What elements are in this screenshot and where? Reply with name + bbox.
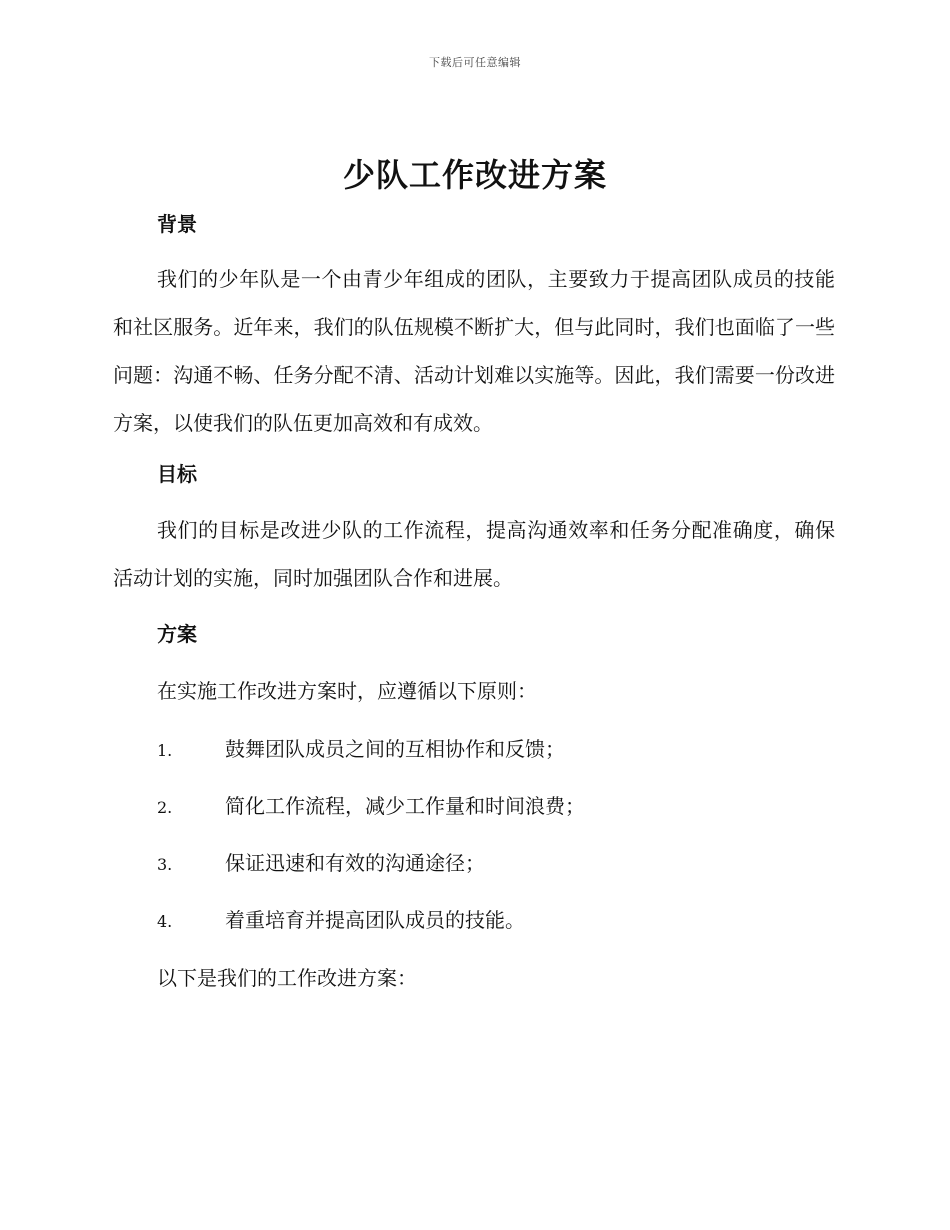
list-item-text: 保证迅速和有效的沟通途径；: [225, 851, 485, 875]
section-heading-background: 背景: [157, 212, 197, 236]
list-item: [157, 733, 837, 762]
list-item-number: 4.: [157, 912, 173, 931]
list-item: [157, 904, 837, 933]
list-item-text: 鼓舞团队成员之间的互相协作和反馈；: [225, 737, 565, 761]
document-title: 少队工作改进方案: [342, 156, 607, 194]
page-header-note: 下载后可任意编辑: [429, 56, 521, 69]
list-item-number: 2.: [157, 798, 173, 817]
list-item-number: 3.: [157, 855, 173, 874]
list-item-text: 着重培育并提高团队成员的技能。: [225, 908, 525, 932]
list-item-text: 简化工作流程，减少工作量和时间浪费；: [225, 794, 585, 818]
background-paragraph: 我们的少年队是一个由青少年组成的团队，主要致力于提高团队成员的技能和社区服务。近年来，我们的队伍规模不断扩大，但与此同时，我们也面临了一些问题：沟通不畅、任务分配不清、活动计划难以实施等。因此，我们需要一份改进方案，以使我们的队伍更加高效和有成效。: [113, 267, 835, 435]
section-heading-plan: 方案: [157, 622, 197, 646]
list-item: [157, 847, 837, 876]
list-item-number: 1.: [157, 741, 173, 760]
section-heading-goal: 目标: [157, 462, 197, 486]
list-item: [157, 790, 837, 819]
plan-outro: 以下是我们的工作改进方案：: [157, 966, 417, 990]
plan-intro: 在实施工作改进方案时，应遵循以下原则：: [157, 679, 537, 703]
goal-paragraph: 我们的目标是改进少队的工作流程，提高沟通效率和任务分配准确度，确保活动计划的实施，同时加强团队合作和进展。: [113, 518, 835, 590]
